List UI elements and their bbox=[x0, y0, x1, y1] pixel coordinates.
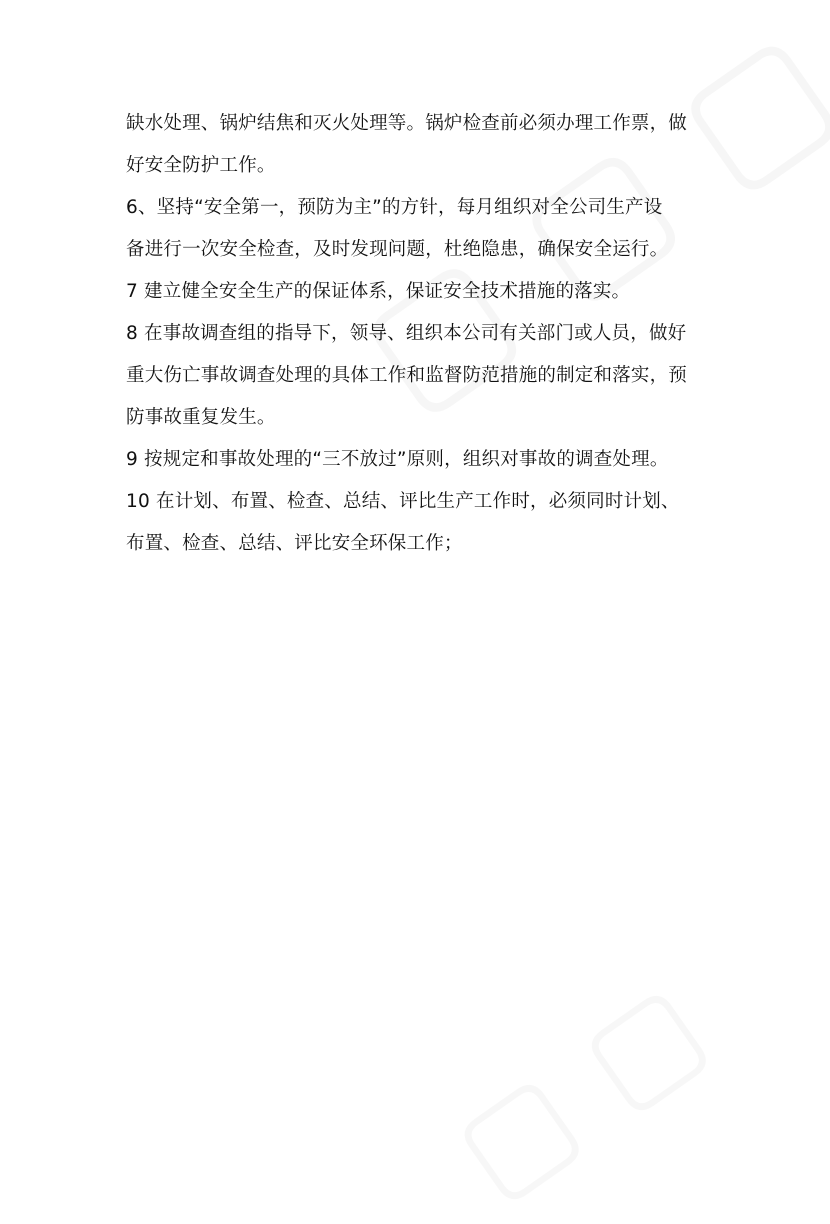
text-line: 6、坚持“安全第一，预防为主”的方针，每月组织对全公司生产设 bbox=[126, 197, 663, 218]
text-line: 好安全防护工作。 bbox=[126, 155, 276, 176]
watermark-bottom bbox=[430, 956, 730, 1224]
text-line: 防事故重复发生。 bbox=[126, 407, 276, 428]
text-line: 备进行一次安全检查，及时发现问题，杜绝隐患，确保安全运行。 bbox=[126, 239, 669, 260]
text-line: 8 在事故调查组的指导下，领导、组织本公司有关部门或人员，做好 bbox=[126, 323, 687, 344]
text-line: 9 按规定和事故处理的“三不放过”原则，组织对事故的调查处理。 bbox=[126, 449, 669, 470]
text-line: 布置、检查、总结、评比安全环保工作； bbox=[126, 533, 463, 554]
text-line: 重大伤亡事故调查处理的具体工作和监督防范措施的制定和落实，预 bbox=[126, 365, 688, 386]
document-body bbox=[126, 103, 726, 565]
text-line: 10 在计划、布置、检查、总结、评比生产工作时，必须同时计划、 bbox=[126, 491, 680, 512]
text-line: 缺水处理、锅炉结焦和灭火处理等。锅炉检查前必须办理工作票，做 bbox=[126, 113, 688, 134]
text-line: 7 建立健全安全生产的保证体系，保证安全技术措施的落实。 bbox=[126, 281, 631, 302]
